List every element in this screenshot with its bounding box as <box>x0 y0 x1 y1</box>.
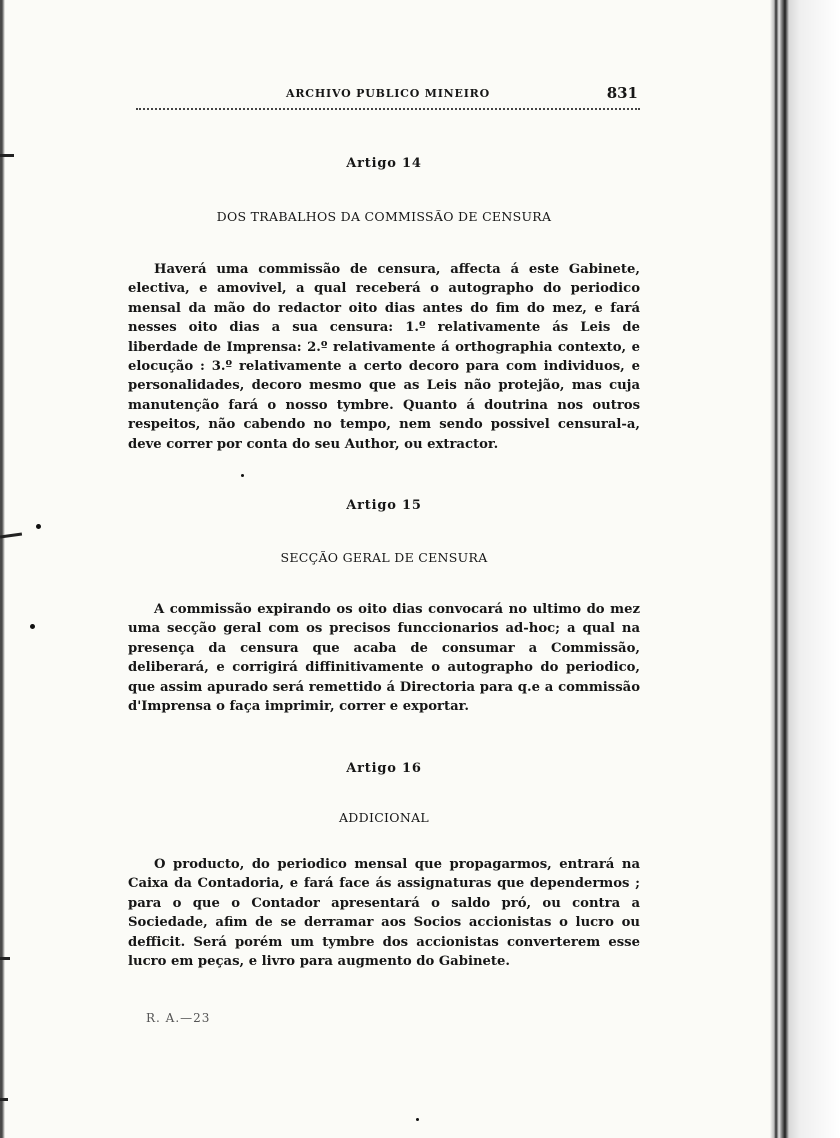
running-head <box>136 82 640 110</box>
article-15-heading: Artigo 15 <box>346 498 422 513</box>
article-15-body: A commissão expirando os oito dias convocará no ultimo do mez uma secção geral com os precisos funccionarios ad-hoc; a qual na presença da censura que acaba de consumar a Commissão, deliberará, e corrigirá diffinitivamente o autographo do periodico, que assim apurado será remettido á Directoria para q.e a commissão d'Imprensa o faça imprimir, correr e exportar. <box>128 602 640 715</box>
printer-signature-mark: R. A.—23 <box>146 1011 211 1025</box>
scan-speck <box>416 1118 419 1121</box>
scan-edge-mark <box>0 957 10 960</box>
page-number: 831 <box>606 84 638 102</box>
article-14-heading: Artigo 14 <box>346 156 422 171</box>
scan-edge-mark <box>0 154 14 157</box>
article-16-title: ADDICIONAL <box>338 810 430 825</box>
article-14-title: DOS TRABALHOS DA COMMISSÃO DE CENSURA <box>216 209 552 224</box>
scan-speck <box>36 524 41 529</box>
article-16-body: O producto, do periodico mensal que propagarmos, entrará na Caixa da Contadoria, e fará face ás assignaturas que dependermos ; para o que o Contador apresentará o saldo pró, ou contra a Sociedade, afim de se derramar aos Socios accionistas o lucro ou defficit. Será porém um tymbre dos accionistas converterem esse lucro em peças, e livro para augmento do Gabinete. <box>128 857 640 970</box>
scan-speck <box>241 474 244 477</box>
scan-left-edge <box>0 0 6 1138</box>
article-15-title: SECÇÃO GERAL DE CENSURA <box>280 550 488 565</box>
book-binding-edge <box>770 0 840 1138</box>
scan-edge-mark <box>0 1098 8 1101</box>
article-16-heading: Artigo 16 <box>346 761 422 776</box>
article-14-body: Haverá uma commissão de censura, affecta á este Gabinete, electiva, e amovivel, a qual receberá o autographo do periodico mensal da mão do redactor oito dias antes do fim do mez, e fará nesses oito dias a sua censura: 1.º relativamente ás Leis de liberdade de Imprensa: 2.º relativamente á orthographia contexto, e elocução : 3.º relativamente a certo decoro para com individuos, e personalidades, decoro mesmo que as Leis não protejão, mas cuja manutenção fará o nosso tymbre. Quanto á doutrina nos outros respeitos, não cabendo no tempo, nem sendo possivel censural-a, deve correr por conta do seu Author, ou extractor. <box>128 262 640 452</box>
scan-speck <box>30 624 35 629</box>
journal-title: ARCHIVO PUBLICO MINEIRO <box>286 87 490 100</box>
